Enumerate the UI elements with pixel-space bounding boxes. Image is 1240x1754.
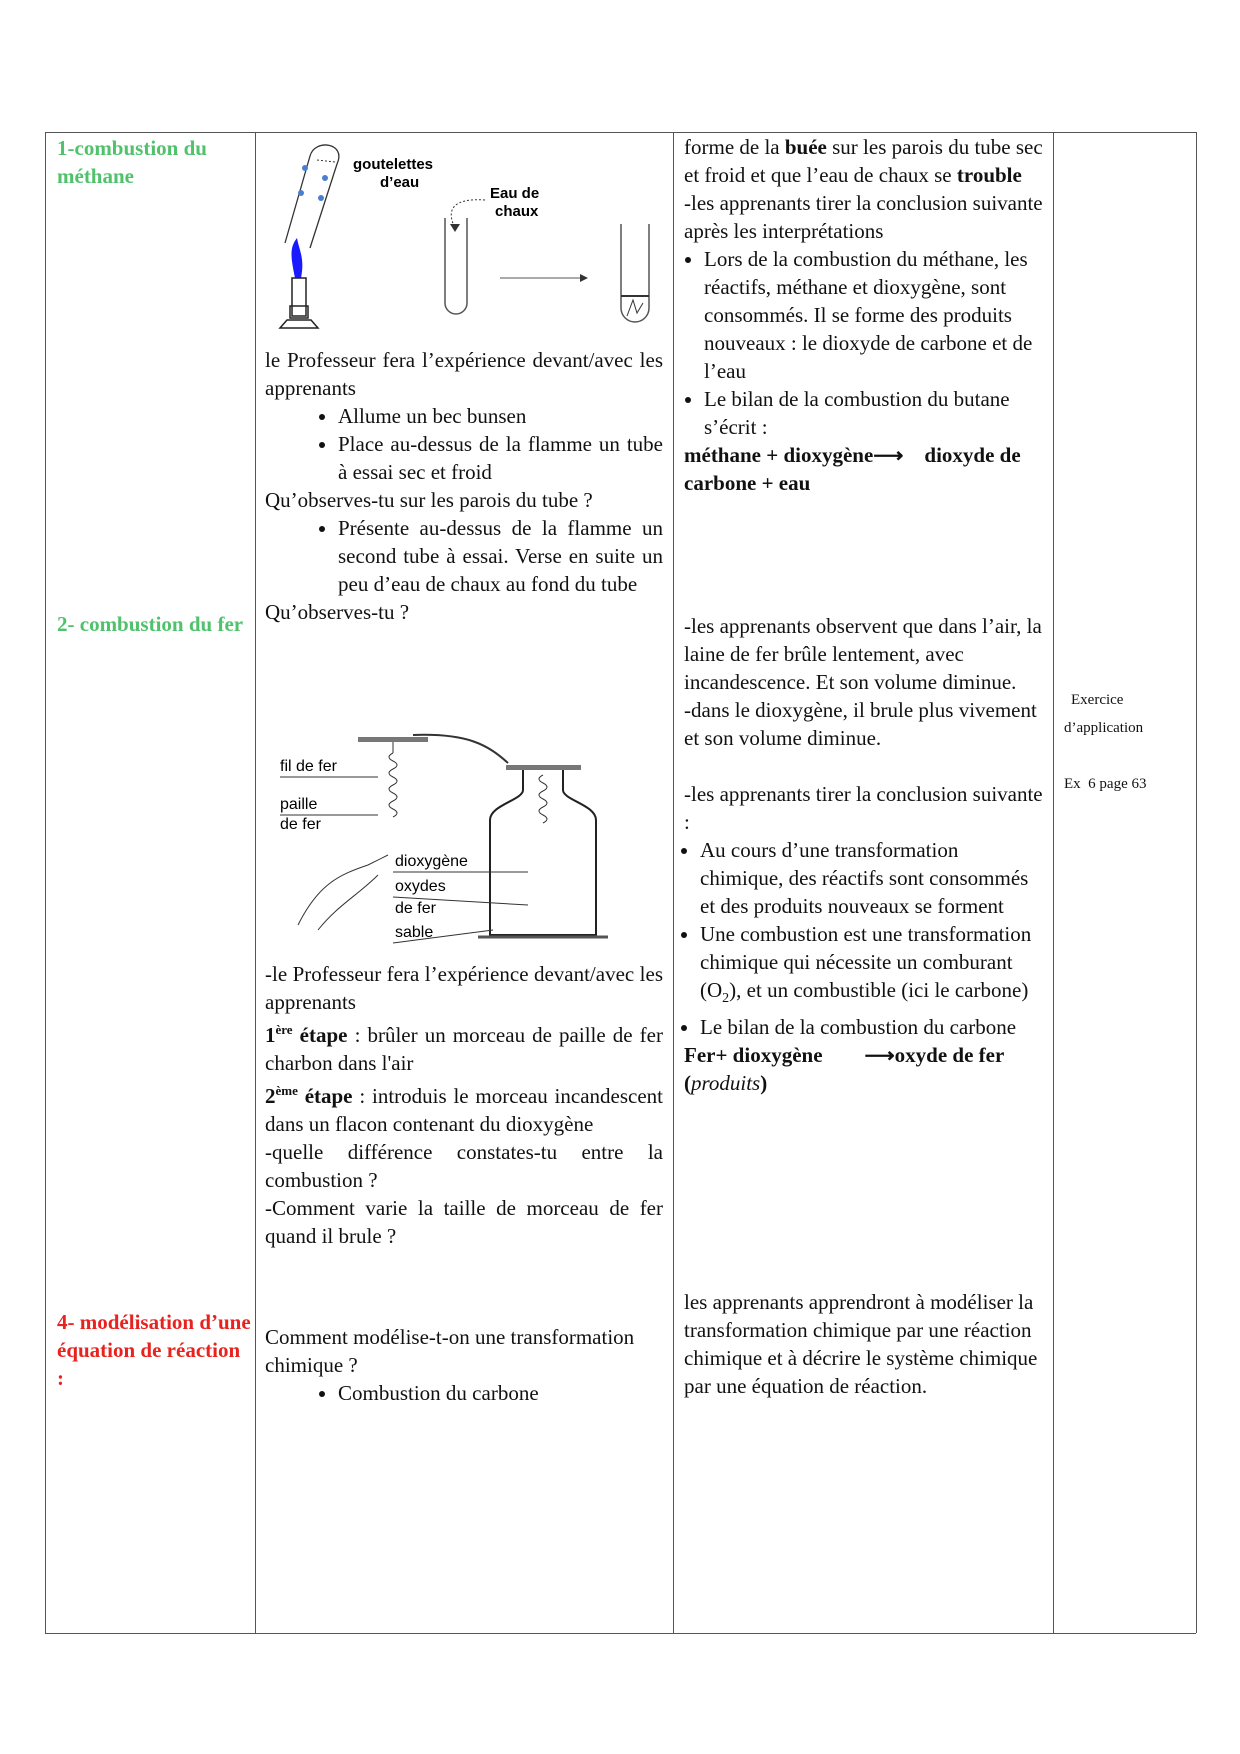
list-item: • Place au-dessus de la flamme un tube à essai sec et froid [338,430,663,486]
list-item: • Combustion du carbone [338,1379,663,1407]
activity-intro: -le Professeur fera l’expérience devant/avec les apprenants [265,962,663,1014]
observation [684,133,1046,189]
section-title-methane: 1-combustion du méthane [57,136,207,188]
label-lime-water-2: chaux [495,203,539,220]
label-iron-oxides: oxydes [395,878,446,895]
arrow-icon: ⟶ [873,443,925,467]
label-droplets: goutelettes [353,156,434,173]
step-text: : introduis le morceau incandescent dans un flacon contenant du dioxygène [265,1084,663,1136]
label-steel-wool: paille [280,796,318,813]
exercise-page: Ex 6 page 63 [1064,776,1147,792]
exercise-label: d’application [1064,720,1144,736]
equation-reactants: Fer+ dioxygène [684,1043,823,1068]
flask-icon [490,770,596,935]
text: ) [760,1071,768,1096]
label-lime-water: Eau de [490,185,540,202]
step-number: 1 [265,1023,276,1047]
question: Qu’observes-tu sur les parois du tube ? [265,488,593,512]
list-item: • Le bilan de la combustion du carbone [700,1013,1046,1041]
results-methane [684,133,1046,497]
text: forme de la [684,135,785,159]
activity-iron [265,960,663,1250]
equation-products: oxyde de fer ( [684,1043,1004,1096]
methane-experiment-figure [275,138,665,338]
label-iron-wire: fil de fer [280,758,337,775]
text: sur les parois du tube sec et froid et que l’eau de chaux se [684,135,1043,187]
equation-iron [684,1041,1046,1097]
question: Comment modélise-t-on une transformation chimique ? [265,1325,635,1377]
equation-note: produits [691,1071,761,1096]
step-label: étape [292,1023,348,1047]
question: Qu’observes-tu ? [265,600,410,624]
label-droplets-2: d’eau [380,174,420,191]
table-bottom-border [45,1633,1196,1634]
bunsen-burner-icon [280,238,318,328]
col-border [255,132,256,1633]
activity-modelling [265,1323,663,1407]
step-1 [265,1016,663,1077]
text: Une combustion est une transformation chimique qui nécessite un comburant (O [700,922,1032,1002]
conclusion-intro: -les apprenants tirer la conclusion suivante après les interprétations [684,191,1043,243]
step-number: 2 [265,1084,276,1108]
question: -Comment varie la taille de morceau de fer quand il brule ? [265,1196,663,1248]
label-oxygen: dioxygène [395,853,468,870]
label-sand: sable [395,924,434,941]
col-border [1053,132,1054,1633]
results-modelling: les apprenants apprendront à modéliser la transformation chimique par une réaction chimique et à décrire le système chimique par une équation de réaction. [684,1290,1038,1398]
section-title-iron: 2- combustion du fer [57,612,244,636]
col-border [45,132,46,1633]
list-item [700,920,1046,1013]
list-item: • Le bilan de la combustion du butane s’écrit : [704,385,1046,441]
hand-icon [298,855,388,930]
equation-products: dioxyde de carbone + eau [684,443,1021,495]
test-tube-icon [445,218,467,314]
label-steel-wool-2: de fer [280,816,321,833]
step-label: étape [297,1084,353,1108]
tube-with-droplets-icon [285,145,339,248]
iron-combustion-figure [278,725,648,955]
text: buée [784,135,827,159]
col-border [673,132,674,1633]
activity-intro: le Professeur fera l’expérience devant/avec les apprenants [265,348,663,400]
list-item: • Allume un bec bunsen [338,402,663,430]
equation-methane [684,441,1046,497]
activity-methane [265,346,663,626]
step-2 [265,1077,663,1138]
arrow-icon: ⟶ [822,1043,895,1068]
question: -quelle différence constates-tu entre la combustion ? [265,1140,663,1192]
step-text: : brûler un morceau de paille de fer charbon dans l'air [265,1023,663,1075]
lid-icon [358,737,428,742]
list-item: • Présente au-dessus de la flamme un second tube à essai. Verse en suite un peu d’eau de chaux au fond du tube [338,514,663,598]
equation-reactants: méthane + dioxygène [684,443,874,467]
list-item: • Lors de la combustion du méthane, les réactifs, méthane et dioxygène, sont consommés. Il se forme des produits nouveaux : le dioxyde de carbone et de l’eau [704,245,1046,385]
exercise-label: Exercice [1071,692,1124,708]
list-item: • Au cours d’une transformation chimique, des réactifs sont consommés et des produits nouveaux se forment [700,836,1046,920]
section-title-modelling: 4- modélisation d’une équation de réaction : [57,1310,251,1390]
observation: -les apprenants observent que dans l’air, la laine de fer brûle lentement, avec incandescence. Et son volume diminue. [684,614,1042,694]
label-iron-oxides-2: de fer [395,900,436,917]
text: trouble [956,163,1022,187]
step-sup: ème [275,1083,298,1098]
exercise-reference [1064,686,1193,798]
results-iron [684,612,1046,1097]
observation: -dans le dioxygène, il brule plus vivement et son volume diminue. [684,698,1037,750]
step-sup: ère [275,1022,293,1037]
iron-wire-coil-icon [389,753,397,817]
subscript: 2 [722,991,730,1007]
conclusion-intro: -les apprenants tirer la conclusion suivante : [684,782,1043,834]
text: ), et un combustible (ici le carbone) [729,978,1029,1002]
col-border [1196,132,1197,1633]
